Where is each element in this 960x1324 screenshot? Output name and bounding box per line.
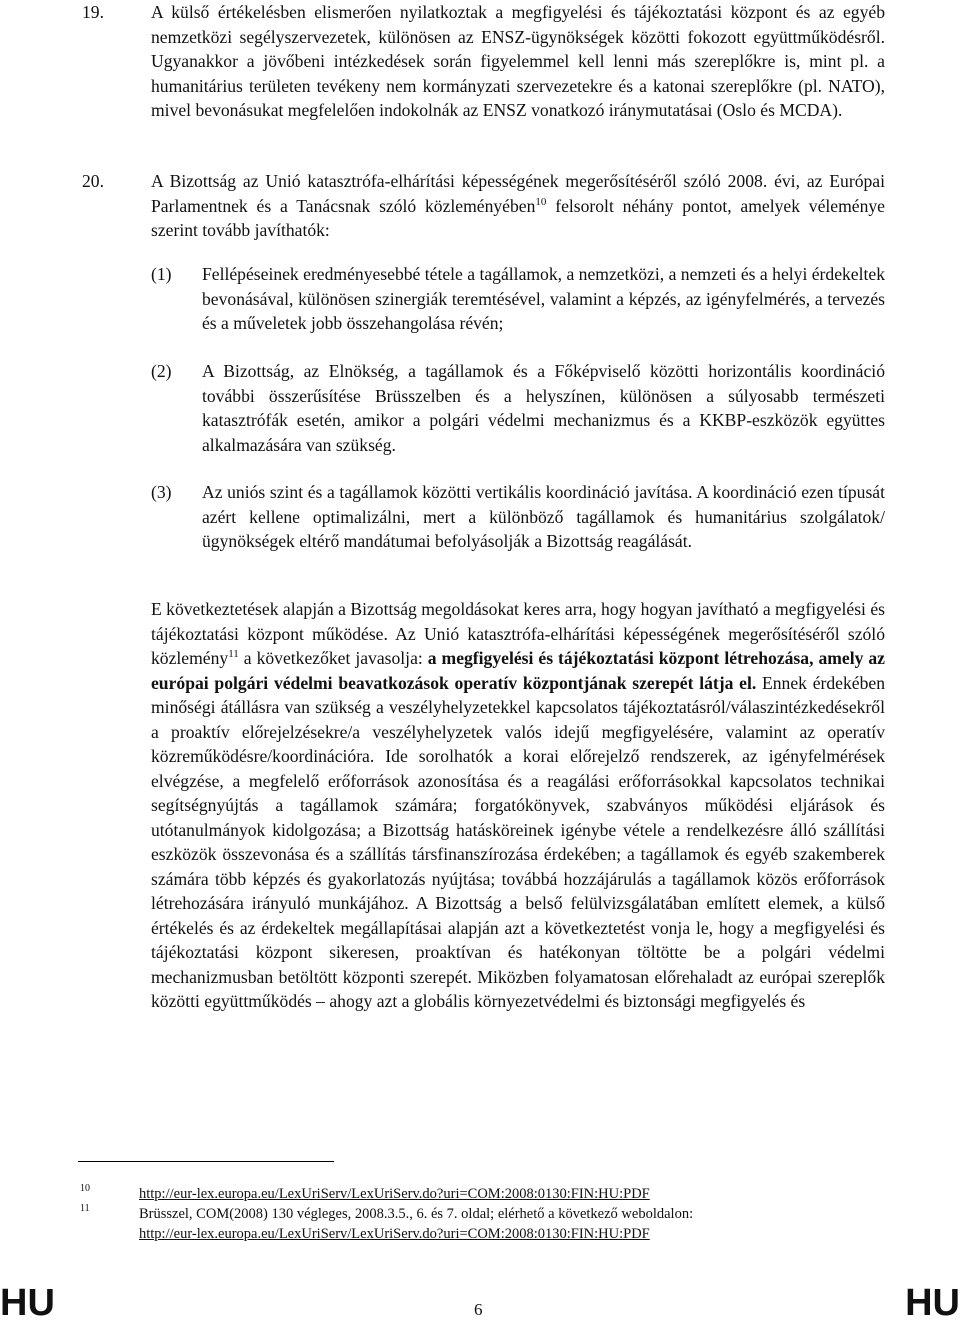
item-20-text xyxy=(151,169,885,243)
item-20-text-before: A Bizottság az Unió katasztrófa-elhárítási képességének megerősítéséről szóló 2008. évi, az Európai Parlamentnek és a Tanácsnak szóló közleményében xyxy=(151,171,885,216)
footnote-ref-11: 11 xyxy=(228,648,239,661)
subitem-1-number: (1) xyxy=(151,264,172,284)
subitem-2-number: (2) xyxy=(151,361,172,381)
page-number: 6 xyxy=(474,1300,483,1319)
item-20-number: 20. xyxy=(82,171,104,191)
item-19-number: 19. xyxy=(82,2,104,22)
footnote-11-mark: 11 xyxy=(80,1203,90,1214)
subitem-2-text: A Bizottság, az Elnökség, a tagállamok és a Főképviselő közötti horizontális koordináció további összerűsítése Brüsszelben és a helyszínen, különösen a súlyosabb természeti katasztrófák esetén, amikor a polgári védelmi mechanizmus és a KKBP-eszközök együttes alkalmazására van szükség. xyxy=(202,361,885,455)
footer-language-left: HU xyxy=(0,1282,55,1324)
closing-bold-statement: a megfigyelési és tájékoztatási központ létrehozása, amely az európai polgári védelmi beavatkozások operatív központjának szerepét látja el. xyxy=(151,648,885,693)
subitem-1-text: Fellépéseinek eredményesebbé tétele a tagállamok, a nemzetközi, a nemzeti és a helyi érdekeltek bevonásával, különösen szinergiák teremtésével, valamint a képzés, az igényfelmérés, a tervezés és a műveletek jobb összehangolása révén; xyxy=(202,264,885,333)
closing-part-1: E következtetések alapján a Bizottság megoldásokat keres arra, hogy hogyan javítható a megfigyelési és tájékoztatási központ működése. Az Unió katasztrófa-elhárítási képességének megerősítéséről szóló közlemény xyxy=(151,599,885,668)
footnote-separator xyxy=(78,1161,334,1162)
closing-part-3: Ennek érdekében minőségi átállásra van szükség a veszélyhelyzetekkel kapcsolatos tájékoztatásról/válaszintézkedésekről a proaktív előrejelzésekre/a veszélyhelyzetek valós idejű megfigyelésére, valamint az operatív közreműködésre/koordinációra. Ide sorolhatók a korai előrejelző rendszerek, az igényfelmérések elvégzése, a megfelelő erőforrások azonosítása és a reagálási erőforrásokkal kapcsolatos technikai segítségnyújtás a tagállamok számára; forgatókönyvek, szabványos működési eljárások és utótanulmányok kidolgozása; a Bizottság hatásköreinek igénybe vétele a rendelkezésre álló szállítási eszközök összevonása és a szállítás társfinanszírozása érdekében; a tagállamok és egyéb szakemberek számára több képzés és gyakorlatozás nyújtása; továbbá hozzájárulás a tagállamok közös erőforrások létrehozására irányuló munkájához. A Bizottság a belső felülvizsgálatában említett elemek, a külső értékelés és az érdekeltek megállapításai alapján azt a következtetést vonja le, hogy a megfigyelési és tájékoztatási központ sikeresen, proaktívan és hatékonyan töltötte be a polgári védelmi mechanizmusban betöltött központi szerepét. Miközben folyamatosan előrehaladt az európai szereplők közötti együttműködés – ahogy azt a globális környezetvédelmi és biztonsági megfigyelés és xyxy=(151,672,885,1011)
footnote-11-link[interactable]: http://eur-lex.europa.eu/LexUriServ/LexUriServ.do?uri=COM:2008:0130:FIN:HU:PDF xyxy=(139,1226,650,1242)
footnote-ref-10: 10 xyxy=(535,195,547,208)
subitem-3-number: (3) xyxy=(151,482,172,502)
footnote-11-text: Brüsszel, COM(2008) 130 végleges, 2008.3.5., 6. és 7. oldal; elérhető a következő weboldalon: xyxy=(139,1206,694,1222)
item-19-text: A külső értékelésben elismerően nyilatkoztak a megfigyelési és tájékoztatási központ és az egyéb nemzetközi segélyszervezetek, különösen az ENSZ-ügynökségek közötti fokozott együttműködésről. Ugyanakkor a jövőbeni intézkedések során figyelemmel kell lenni más szereplőkre is, mint pl. a humanitárius területen tevékeny nem kormányzati szervezetekre és a katonai szereplőkre (pl. NATO), mivel bevonásukat megfelelően indokolnák az ENSZ vonatkozó iránymutatásai (Oslo és MCDA). xyxy=(151,2,885,120)
footnote-10-link[interactable]: http://eur-lex.europa.eu/LexUriServ/LexUriServ.do?uri=COM:2008:0130:FIN:HU:PDF xyxy=(139,1186,650,1202)
closing-part-2: a következőket javasolja: xyxy=(238,648,428,668)
subitem-3-text: Az uniós szint és a tagállamok közötti vertikális koordináció javítása. A koordináció ezen típusát azért kellene optimalizálni, mert a különböző tagállamok és humanitárius szolgálatok/ügynökségek eltérő mandátumai befolyásolják a Bizottság reagálását. xyxy=(202,482,885,551)
footnote-10-mark: 10 xyxy=(80,1183,90,1194)
item-20-text-after: felsorolt néhány pontot, amelyek véleménye szerint tovább javíthatók: xyxy=(151,195,885,240)
footer-language-right: HU xyxy=(905,1282,960,1324)
closing-paragraph xyxy=(151,597,885,1014)
